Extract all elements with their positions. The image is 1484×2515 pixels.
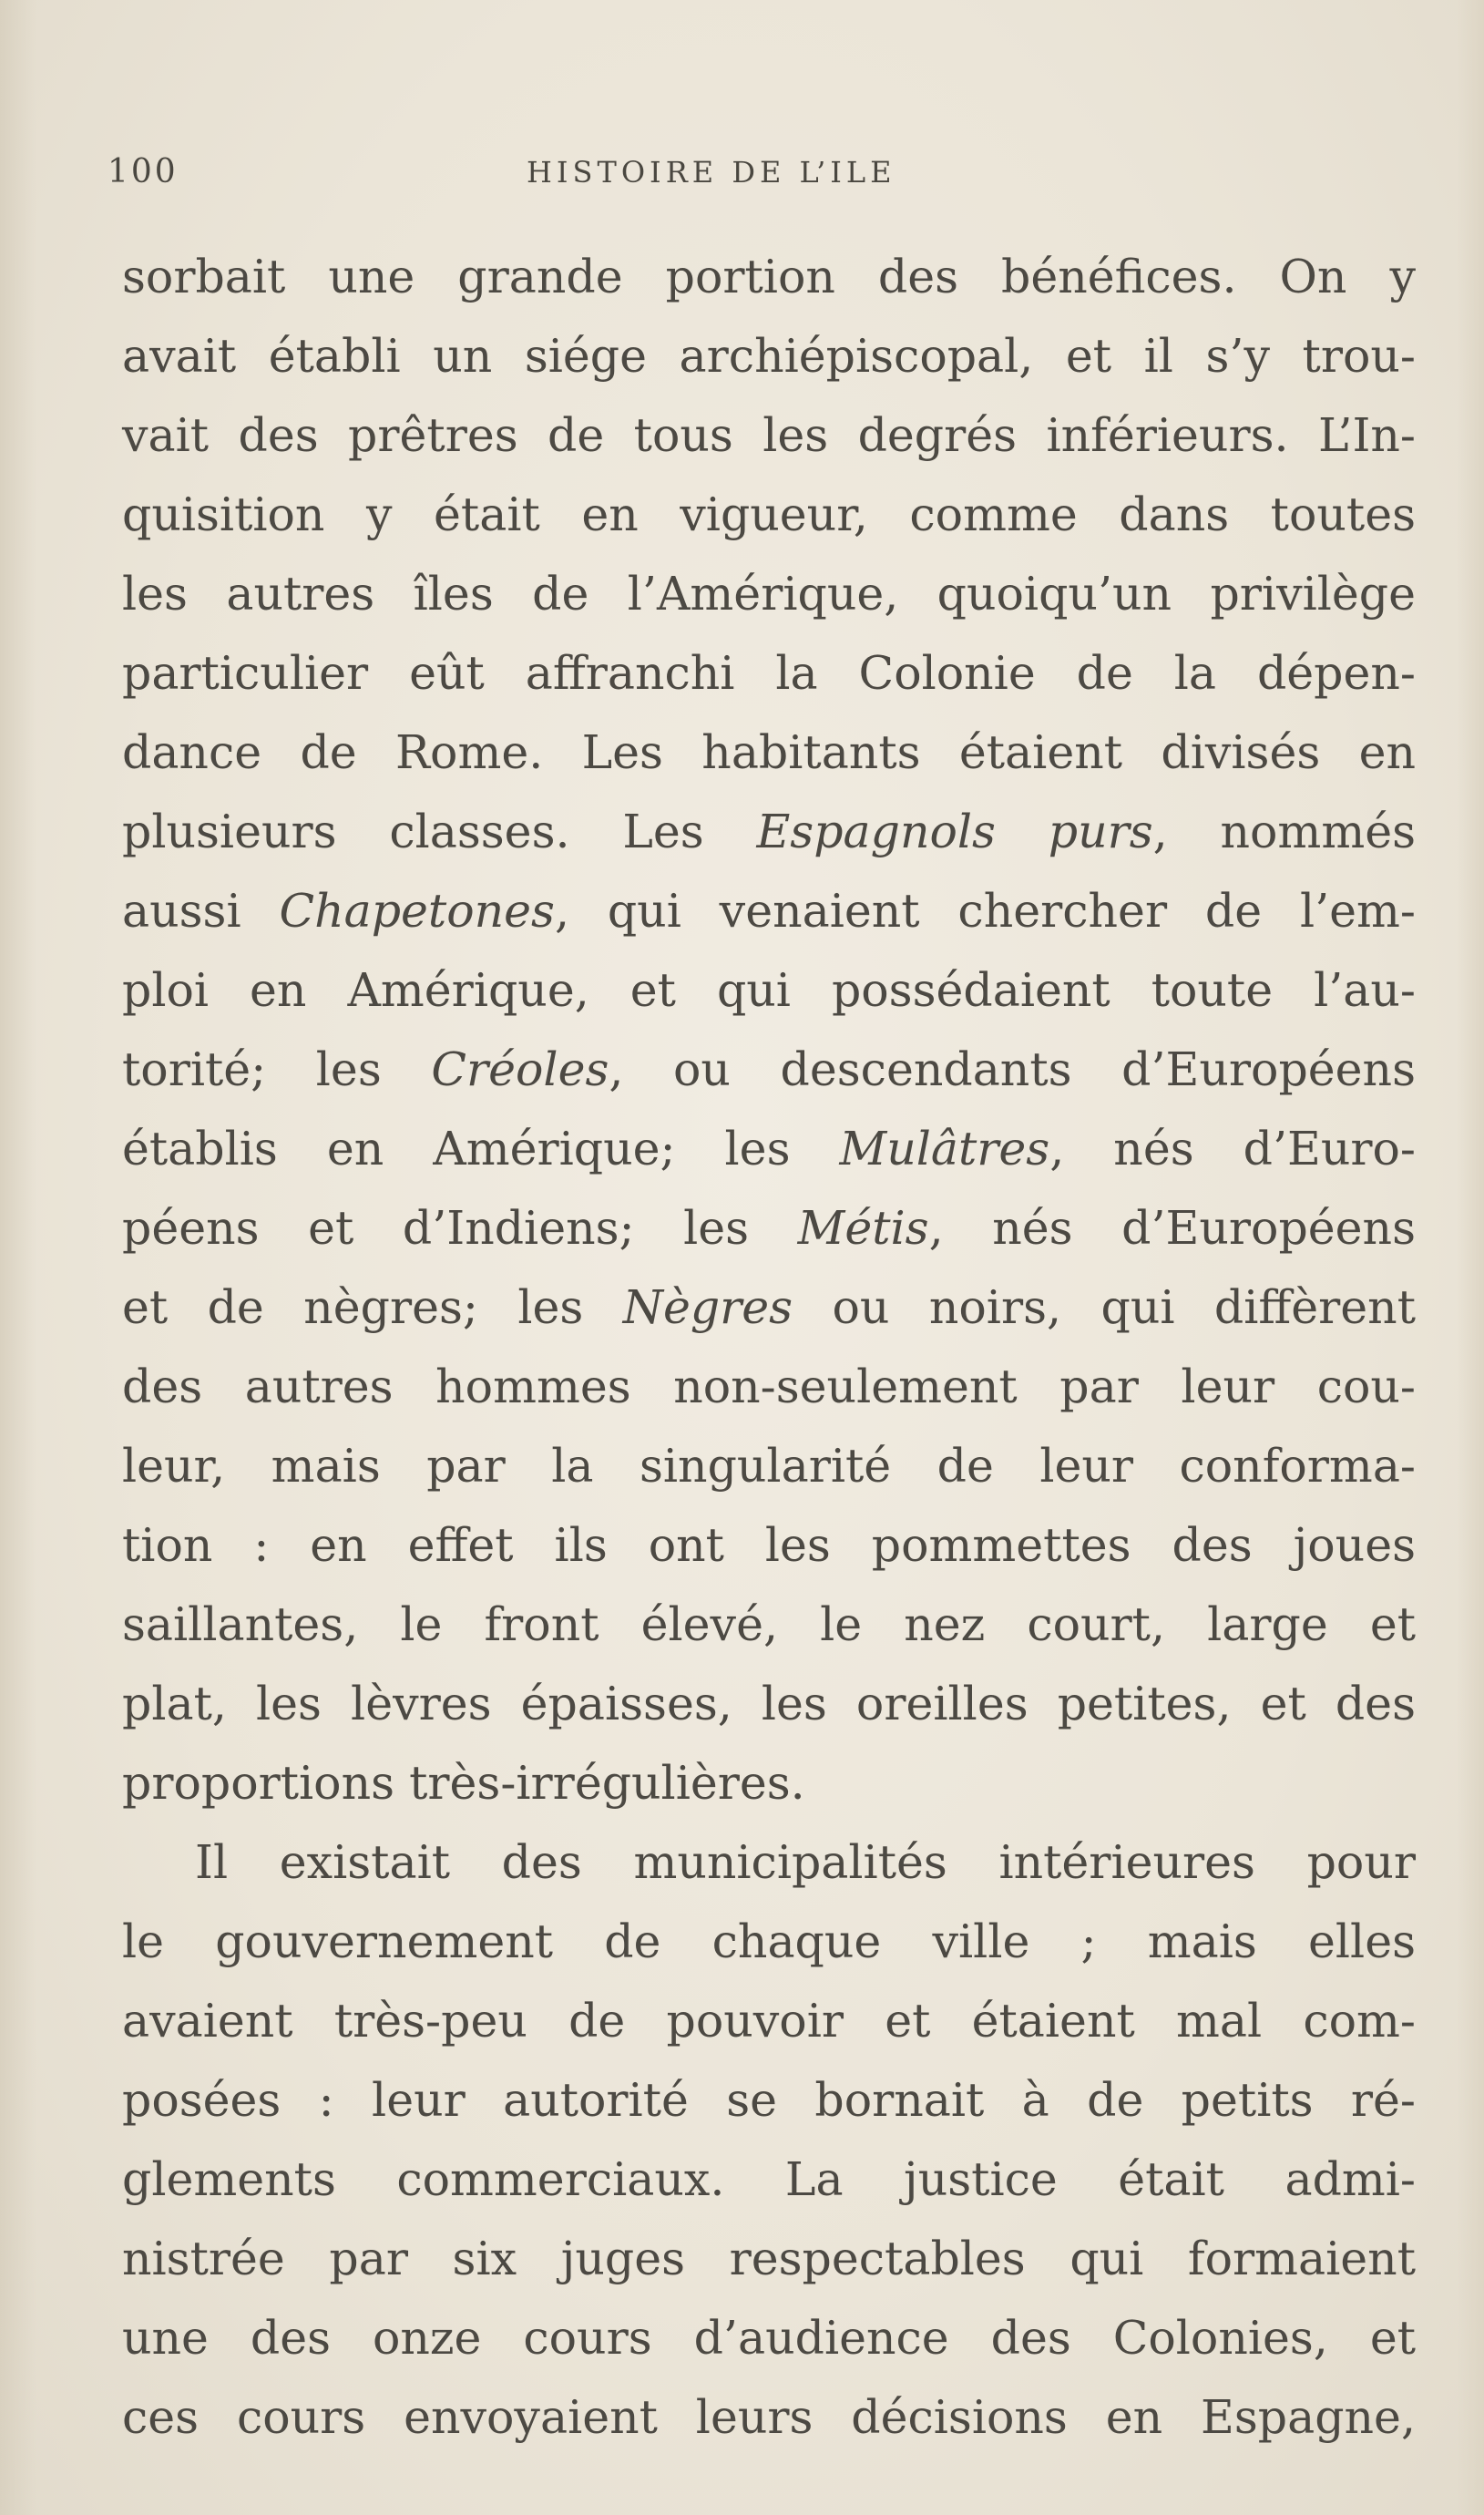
text-run: , nommés — [1152, 805, 1417, 858]
text-line: tion : en effet ils ont les pommettes des joues — [122, 1518, 1416, 1572]
text-line: les autres îles de l’Amérique, quoiqu’un privilège — [122, 567, 1416, 621]
text-run: établis en Amérique; les — [122, 1122, 840, 1175]
text-line — [122, 1109, 1416, 1188]
text-line: avaient très-peu de pouvoir et étaient mal com- — [122, 1994, 1416, 2048]
italic-term: Créoles — [431, 1042, 609, 1096]
text-run: , nés d’Euro- — [1049, 1122, 1416, 1175]
text-line: avait établi un siége archiépiscopal, et il s’y trou- — [122, 329, 1416, 383]
text-line: saillantes, le front élevé, le nez court, large et — [122, 1597, 1416, 1651]
italic-term: Nègres — [622, 1280, 793, 1334]
text-line: leur, mais par la singularité de leur conforma- — [122, 1439, 1416, 1493]
paragraph-first-line: Il existait des municipalités intérieures pour — [195, 1835, 1416, 1889]
text-line: glements commerciaux. La justice était admi- — [122, 2152, 1416, 2206]
italic-term: Mulâtres — [839, 1122, 1050, 1175]
text-line: plat, les lèvres épaisses, les oreilles petites, et des — [122, 1677, 1416, 1730]
text-line — [122, 871, 1416, 950]
text-line: des autres hommes non-seulement par leur cou- — [122, 1360, 1416, 1413]
body-text — [122, 237, 1416, 2457]
text-line: sorbait une grande portion des bénéfices. On y — [122, 250, 1416, 303]
text-line: posées : leur autorité se bornait à de petits ré- — [122, 2073, 1416, 2127]
running-title: HISTOIRE DE L’ILE — [527, 155, 896, 190]
text-run: , ou descendants d’Européens — [609, 1042, 1416, 1096]
text-run: péens et d’Indiens; les — [122, 1201, 798, 1255]
text-run: plusieurs classes. Les — [122, 805, 757, 858]
italic-term: Espagnols purs — [756, 805, 1153, 858]
text-line: une des onze cours d’audience des Colonies, et — [122, 2311, 1416, 2365]
text-line: ploi en Amérique, et qui possédaient toute l’au- — [122, 963, 1416, 1017]
running-head — [107, 153, 1401, 199]
text-line: ces cours envoyaient leurs décisions en Espagne, — [122, 2390, 1416, 2444]
italic-term: Chapetones — [279, 884, 555, 938]
paragraph-last-line: proportions très-irrégulières. — [122, 1756, 805, 1810]
text-line: nistrée par six juges respectables qui formaient — [122, 2232, 1416, 2285]
text-line: quisition y était en vigueur, comme dans toutes — [122, 488, 1416, 541]
text-line — [122, 1188, 1416, 1268]
text-run: torité; les — [122, 1042, 432, 1096]
text-run: ou noirs, qui diffèrent — [793, 1280, 1416, 1334]
text-line — [122, 792, 1416, 871]
text-run: , qui venaient chercher de l’em- — [554, 884, 1416, 938]
text-run: aussi — [122, 884, 280, 938]
text-run: et de nègres; les — [122, 1280, 623, 1334]
text-line: vait des prêtres de tous les degrés inférieurs. L’In- — [122, 408, 1416, 462]
text-line — [122, 1030, 1416, 1109]
italic-term: Métis — [797, 1201, 929, 1255]
text-line — [122, 1268, 1416, 1347]
text-line: dance de Rome. Les habitants étaient divisés en — [122, 725, 1416, 779]
text-line: particulier eût affranchi la Colonie de la dépen- — [122, 646, 1416, 700]
page-number: 100 — [107, 153, 179, 190]
text-line: le gouvernement de chaque ville ; mais elles — [122, 1914, 1416, 1968]
text-run: , nés d’Européens — [928, 1201, 1416, 1255]
